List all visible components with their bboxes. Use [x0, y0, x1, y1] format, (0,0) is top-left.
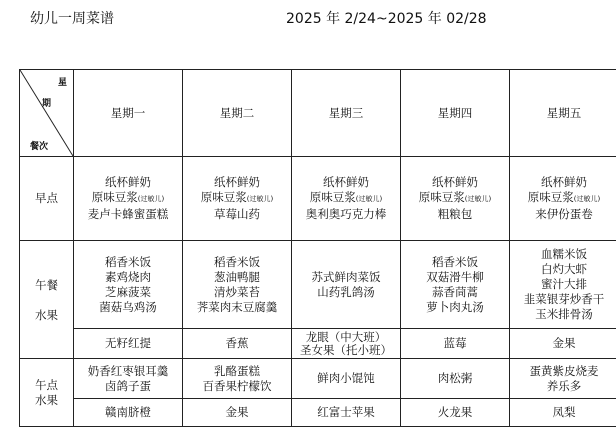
allergy-note: (过敏儿) [464, 195, 492, 203]
lunch-item: 清炒菜苔 [214, 284, 260, 299]
breakfast-item: 来伊份蛋卷 [535, 207, 593, 221]
breakfast-row [20, 157, 616, 241]
snack-item: 肉松粥 [437, 371, 473, 385]
fruit-item: 无籽红提 [105, 336, 151, 350]
breakfast-item: 纸杯鲜奶 [432, 175, 478, 189]
lunch-mon [74, 241, 183, 329]
lunch-item: 稻香米饭 [105, 254, 151, 269]
day-header-wed: 星期三 [292, 70, 401, 157]
snack-fruit-mon: 赣南脐橙 [74, 399, 183, 427]
lunch-fruit-wed [292, 329, 401, 359]
lunch-item: 蜜汁大排 [541, 277, 587, 291]
lunch-item: 芝麻菠菜 [105, 284, 151, 299]
snack-fruit-label [20, 359, 74, 427]
lunch-item: 萝卜肉丸汤 [426, 299, 484, 314]
breakfast-item: 草莓山药 [214, 207, 260, 221]
snack-item: 卤鸽子蛋 [105, 378, 151, 393]
breakfast-item: 奥利奥巧克力棒 [305, 207, 387, 221]
snack-fruit-wed: 红富士苹果 [292, 399, 401, 427]
snack-fruit-tue: 金果 [183, 399, 292, 427]
lunch-item: 韭菜银芽炒香干 [523, 292, 605, 306]
snack-wed [292, 359, 401, 399]
day-header-fri: 星期五 [510, 70, 616, 157]
day-header-thu: 星期四 [401, 70, 510, 157]
breakfast-thu [401, 157, 510, 241]
lunch-item: 玉米排骨汤 [535, 307, 593, 321]
breakfast-item: 粗粮包 [437, 207, 473, 221]
weekly-menu-table [19, 69, 616, 427]
snack-fruit-thu: 火龙果 [401, 399, 510, 427]
lunch-item: 双菇滑牛柳 [426, 269, 484, 284]
lunch-fruit-row [20, 329, 616, 359]
header-row [20, 70, 616, 157]
lunch-item: 稻香米饭 [214, 254, 260, 269]
breakfast-item: 纸杯鲜奶 [323, 175, 369, 189]
snack-item: 养乐多 [546, 378, 582, 393]
fruit-label: 水果 [35, 392, 58, 407]
allergy-note: (过敏儿) [246, 195, 274, 203]
lunch-item: 素鸡烧肉 [105, 269, 151, 284]
lunch-thu [401, 241, 510, 329]
snack-fri [510, 359, 616, 399]
lunch-item: 山药乳鸽汤 [317, 284, 375, 299]
snack-item: 蛋黄紫皮烧麦 [529, 363, 599, 378]
lunch-fruit-label [20, 241, 74, 359]
lunch-fruit-mon [74, 329, 183, 359]
snack-row [20, 359, 616, 399]
breakfast-item: 原味豆浆 [527, 190, 574, 204]
lunch-item: 苏式鲜肉菜饭 [311, 269, 381, 284]
lunch-item: 荠菜肉末豆腐羹 [196, 299, 278, 314]
snack-fruit-fri: 凤梨 [510, 399, 616, 427]
breakfast-item: 原味豆浆 [309, 190, 356, 204]
breakfast-tue [183, 157, 292, 241]
allergy-note: (过敏儿) [355, 195, 383, 203]
lunch-item: 葱油鸭腿 [214, 269, 260, 284]
lunch-label: 午餐 [35, 277, 58, 292]
day-header-mon: 星期一 [74, 70, 183, 157]
snack-mon [74, 359, 183, 399]
snack-item: 奶香红枣银耳羹 [87, 363, 169, 378]
breakfast-item: 麦卢卡蜂蜜蛋糕 [87, 207, 169, 221]
fruit-item: 蓝莓 [443, 336, 467, 350]
day-header-tue: 星期二 [183, 70, 292, 157]
corner-label-bottom: 餐次 [30, 142, 49, 152]
breakfast-wed [292, 157, 401, 241]
lunch-row [20, 241, 616, 329]
breakfast-label: 早点 [20, 157, 74, 241]
fruit-item: 圣女果（托小班） [300, 342, 392, 357]
breakfast-item: 纸杯鲜奶 [105, 175, 151, 189]
breakfast-item: 纸杯鲜奶 [541, 175, 587, 189]
corner-cell [20, 70, 74, 157]
allergy-note: (过敏儿) [573, 195, 601, 203]
breakfast-item: 原味豆浆 [91, 190, 138, 204]
snack-fruit-row [20, 399, 616, 427]
fruit-label: 水果 [35, 307, 58, 322]
breakfast-mon [74, 157, 183, 241]
breakfast-fri [510, 157, 616, 241]
fruit-item: 香蕉 [225, 336, 249, 350]
menu-title: 幼儿一周菜谱 [30, 11, 114, 27]
lunch-fruit-thu [401, 329, 510, 359]
fruit-item: 金果 [552, 336, 576, 350]
lunch-wed [292, 241, 401, 329]
lunch-fruit-fri [510, 329, 616, 359]
snack-thu [401, 359, 510, 399]
breakfast-item: 原味豆浆 [200, 190, 247, 204]
snack-tue [183, 359, 292, 399]
corner-label-mid: 期 [42, 99, 52, 109]
lunch-fruit-tue [183, 329, 292, 359]
snack-item: 百香果柠檬饮 [202, 378, 272, 393]
date-range: 2025 年 2/24~2025 年 02/28 [286, 11, 487, 27]
lunch-item: 血糯米饭 [541, 247, 587, 261]
corner-label-top: 星 [58, 78, 68, 88]
lunch-tue [183, 241, 292, 329]
snack-item: 鲜肉小馄饨 [317, 371, 375, 385]
allergy-note: (过敏儿) [137, 195, 165, 203]
lunch-item: 蒜香茼蒿 [432, 284, 478, 299]
breakfast-item: 纸杯鲜奶 [214, 175, 260, 189]
snack-label: 午点 [35, 377, 58, 392]
lunch-item: 白灼大虾 [541, 262, 587, 276]
lunch-fri [510, 241, 616, 329]
breakfast-item: 原味豆浆 [418, 190, 465, 204]
fruit-item: 龙眼（中大班） [305, 329, 387, 344]
snack-item: 乳酪蛋糕 [214, 363, 260, 378]
lunch-item: 稻香米饭 [432, 254, 478, 269]
lunch-item: 菌菇乌鸡汤 [99, 299, 157, 314]
